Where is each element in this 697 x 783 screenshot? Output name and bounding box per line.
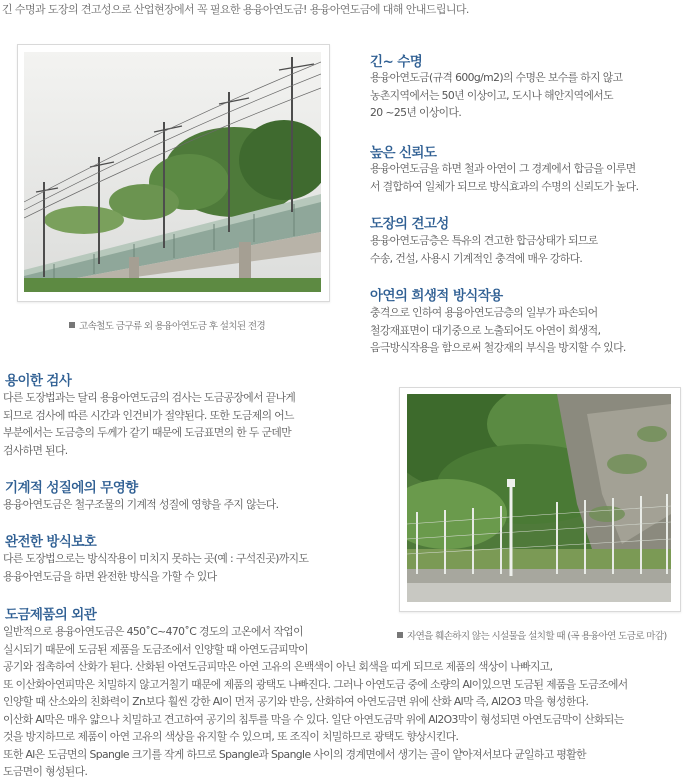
caption-bullet-icon xyxy=(69,322,75,328)
text-mechanical: 용융아연도금은 철구조물의 기계적 성질에 영향을 주지 않는다. xyxy=(3,498,279,511)
text-appearance: 일반적으로 용융아연도금은 450˚C~470˚C 경도의 고온에서 작업이 실시되기 때문에 도금된 제품을 도금조에서 인양할 때 아연도금피막이 공기와 접촉하여 산화가 된다. 산화된 아연도금피막은 아연 고유의 은백색이 아닌 회색을 띠게 되므로 제품의 색상이 나빠지고, 또 이산화아연피막은 치밀하지 않고거칠기 때문에 제품의 광택도 나빠진다. 그러나 아연도금 중에 소량의 Al이있으면 도금된 제품을 도금조에서 인양할 때 산소와의 친화력이 Zn보다 훨씬 강한 Al이 먼저 공기와 반응, 산화하여 아연도금면 위에 산화 Al막 즉, Al2O3 막을 형성한다. 이산화 Al막은 매우 얇으나 치밀하고 견고하여 공기의 침투를 막을 수 있다. 일단 아연도금막 위에 Al2O3막이 형성되면 아연도금막이 산화되는 것을 방지하므로 제품이 아연 고유의 색상을 유지할 수 있으며, 또 조직이 치밀하므로 광택도 향상시킨다. 또한 Al은 도금면의 Spangle 크기를 작게 하므로 Spangle과 Spangle 사이의 경계면에서 생기는 골이 얕아져서보다 균일하고 평활한 도금면이 형성된다. xyxy=(3,625,628,778)
fence-photo xyxy=(407,394,671,602)
intro-text: 긴 수명과 도장의 견고성으로 산업현장에서 꼭 필요한 용융아연도금! 용융아연도금에 대해 안내드립니다. xyxy=(2,3,469,16)
heading-inspection: 용이한 검사 xyxy=(5,373,72,389)
heading-toughness: 도장의 견고성 xyxy=(370,216,449,232)
text-reliability: 용융아연도금을 하면 철과 아연이 그 경계에서 합금을 이루면 서 결합하여 일체가 되므로 방식효과의 수명의 신뢰도가 높다. xyxy=(370,162,639,193)
heading-sacrificial: 아연의 희생적 방식작용 xyxy=(370,288,503,304)
railway-photo xyxy=(24,52,321,292)
heading-mechanical: 기계적 성질에의 무영향 xyxy=(5,480,138,496)
heading-reliability: 높은 신뢰도 xyxy=(370,145,437,161)
text-protection: 다른 도장법으로는 방식작용이 미치지 못하는 곳(예 : 구석진곳)까지도 용융아연도금을 하면 완전한 방식을 가할 수 있다 xyxy=(3,552,309,583)
text-long-life: 용융아연도금(규격 600g/m2)의 수명은 보수를 하지 않고 농촌지역에서는 50년 이상이고, 도시나 해안지역에서도 20 ~25년 이상이다. xyxy=(370,71,623,119)
heading-long-life: 긴~ 수명 xyxy=(370,54,423,70)
text-sacrificial: 충격으로 인하여 용융아연도금층의 일부가 파손되어 철강재표면이 대기중으로 노출되어도 아연이 희생적, 음극방식작용을 함으로써 철강재의 부식을 방지할 수 있다. xyxy=(370,306,626,354)
fence-photo-caption: 자연을 훼손하지 않는 시설물을 설치할 때 (곡 용융아연 도금로 마감) xyxy=(397,628,667,642)
heading-protection: 완전한 방식보호 xyxy=(5,534,97,550)
railway-photo-caption: 고속철도 금구류 외 용융아연도금 후 설치된 전경 xyxy=(69,318,265,332)
text-inspection: 다른 도장법과는 달리 용융아연도금의 검사는 도금공장에서 끝나게 되므로 검사에 따른 시간과 인건비가 절약된다. 또한 도금제의 어느 부분에서는 도금층의 두께가 같기 때문에 도금표면의 한 두 군데만 검사하면 된다. xyxy=(3,391,296,457)
heading-appearance: 도금제품의 외관 xyxy=(5,607,97,623)
text-toughness: 용융아연도금층은 특유의 견고한 합금상태가 되므로 수송, 건설, 사용시 기계적인 충격에 매우 강하다. xyxy=(370,234,598,265)
